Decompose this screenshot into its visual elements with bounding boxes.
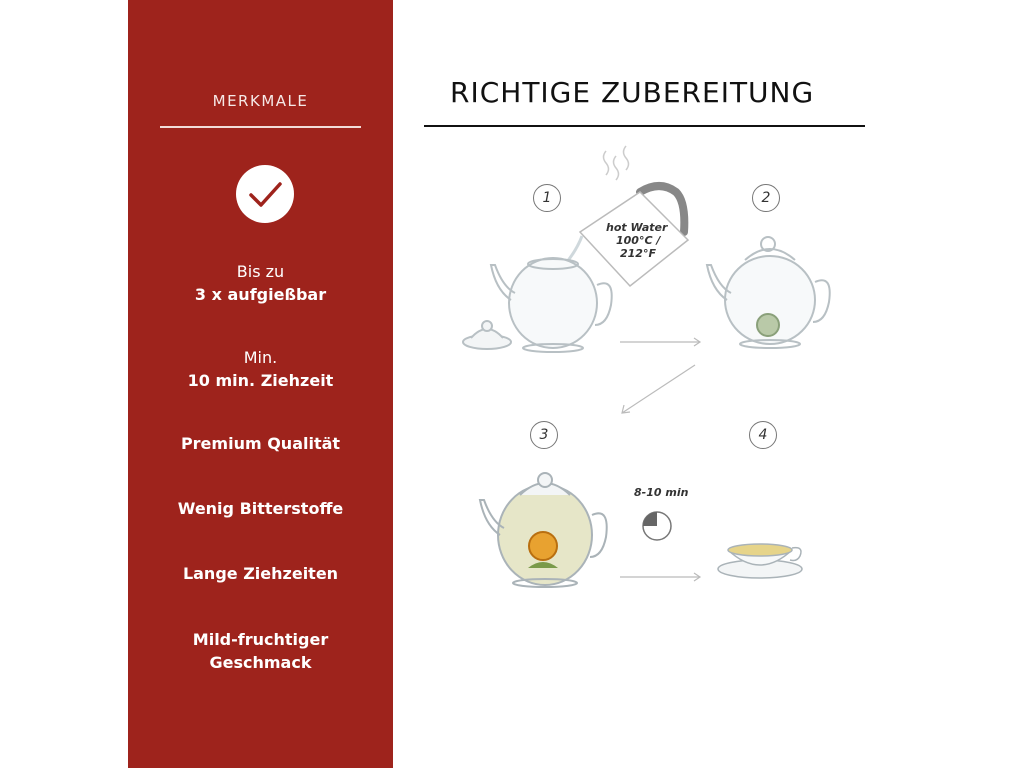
feature-line: Premium Qualität <box>180 434 341 453</box>
teapot-with-tea-bulb-icon <box>707 237 830 348</box>
arrow-right-icon <box>620 573 700 581</box>
teapot-blooming-tea-icon <box>480 473 607 587</box>
teapot-empty-icon <box>491 258 612 352</box>
step-number-2: 2 <box>752 184 780 212</box>
feature-line: Lange Ziehzeiten <box>182 564 339 583</box>
steam-icon <box>604 146 629 180</box>
water-label-line: 100°C / <box>616 234 661 247</box>
feature-line: 3 x aufgießbar <box>194 285 327 304</box>
panel-title: MERKMALE <box>212 92 309 110</box>
feature-line: Wenig Bitterstoffe <box>177 499 344 518</box>
water-label <box>606 221 667 260</box>
arrow-right-icon <box>620 338 700 346</box>
step-number-4: 4 <box>749 421 777 449</box>
page-title: RICHTIGE ZUBEREITUNG <box>450 76 815 109</box>
timer-icon <box>643 512 671 540</box>
feature-line: Geschmack <box>209 653 312 672</box>
water-label-line: hot Water <box>606 221 668 234</box>
time-label: 8-10 min <box>634 486 689 499</box>
feature-line: Mild-fruchtiger <box>192 630 329 649</box>
feature-line: 10 min. Ziehzeit <box>187 371 334 390</box>
water-label-line: 212°F <box>620 247 656 260</box>
teapot-lid-icon <box>463 321 511 349</box>
step-number-1: 1 <box>533 184 561 212</box>
step-number-3: 3 <box>530 421 558 449</box>
tea-cup-icon <box>718 544 802 578</box>
feature-line: Bis zu <box>236 262 285 281</box>
feature-line: Min. <box>243 348 278 367</box>
arrow-diagonal-icon <box>622 365 695 413</box>
